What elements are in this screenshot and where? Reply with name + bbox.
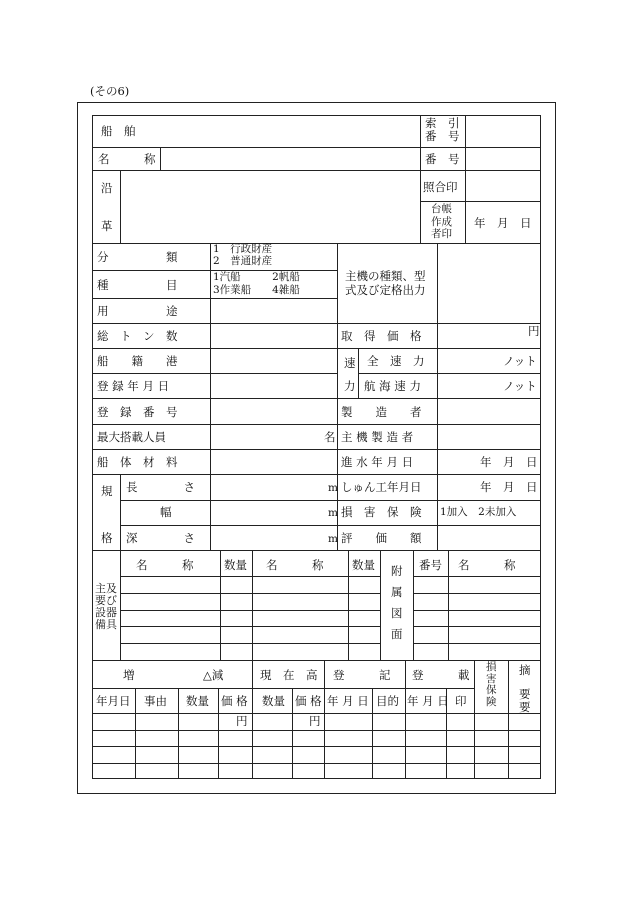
col-date-3: 年 月 日	[407, 694, 449, 708]
hline	[413, 626, 541, 627]
attached-drawings-label: 附 属 図 面	[391, 564, 403, 641]
launch-date-label: 進 水 年 月 日	[341, 455, 414, 469]
col-qty-2: 数量	[262, 694, 285, 708]
vline	[465, 115, 466, 243]
vline	[220, 550, 221, 660]
depth-label: 深 さ	[126, 531, 195, 545]
vline	[420, 115, 421, 243]
yen-unit: 円	[528, 324, 540, 338]
col-purpose: 目的	[376, 694, 399, 708]
hline	[92, 550, 541, 551]
drawing-name-header: 名 称	[458, 558, 516, 572]
vline	[380, 550, 381, 660]
col-remarks-bottom: 要	[519, 700, 531, 714]
full-speed-label: 全 速 力	[367, 354, 425, 368]
knot-unit-1: ノット	[503, 354, 537, 368]
yen-unit-price: 円	[236, 714, 248, 728]
width-label: 幅	[160, 505, 172, 519]
equipment-qty-header: 数量	[224, 558, 247, 572]
appraisal-label: 評 価 額	[341, 531, 422, 545]
vline	[324, 660, 325, 779]
depth-unit: m	[328, 533, 338, 545]
dimensions-label-bottom: 格	[101, 531, 113, 545]
creation-date: 年 月 日	[474, 216, 532, 230]
ledger-creator-label: 台帳 作成 者印	[431, 203, 452, 240]
hline	[120, 626, 380, 627]
hline	[92, 474, 541, 475]
vline	[135, 688, 136, 779]
damage-insurance-label: 損 害 保 険	[486, 661, 497, 708]
vline	[337, 243, 338, 550]
vline	[372, 688, 373, 779]
col-qty: 数量	[186, 694, 209, 708]
width-unit: m	[328, 507, 338, 519]
port-label: 船 籍 港	[97, 354, 178, 368]
gross-tonnage-label: 総 ト ン 数	[97, 329, 178, 343]
completion-date-value: 年 月 日	[480, 480, 538, 494]
cruise-speed-label: 航 海 速 力	[364, 379, 421, 393]
hline	[92, 298, 337, 299]
hline	[413, 610, 541, 611]
hline	[92, 170, 541, 171]
vline	[437, 243, 438, 550]
vline	[413, 550, 414, 660]
vline	[160, 147, 161, 170]
hline	[413, 576, 541, 577]
vline	[474, 660, 475, 779]
vline	[448, 550, 449, 660]
vline	[218, 688, 219, 779]
engine-maker-label: 主 機 製 造 者	[341, 430, 414, 444]
equipment-name-header-2: 名 称	[266, 558, 324, 572]
registration-date-label: 登 録 年 月 日	[97, 379, 170, 393]
equipment-qty-header-2: 数量	[352, 558, 375, 572]
hline	[92, 323, 541, 324]
vline	[358, 348, 359, 398]
engine-type-label: 主機の種類、型 式及び定格出力	[345, 269, 426, 297]
index-number-label: 索 引 番 号	[425, 116, 460, 143]
yen-unit-price-2: 円	[309, 714, 321, 728]
completion-date-label: しゅん工年月日	[341, 480, 422, 494]
history-label-top: 沿	[101, 181, 113, 195]
col-date: 年月日	[96, 694, 131, 708]
form-title: 船 舶	[101, 124, 136, 138]
vline	[178, 688, 179, 779]
hline	[120, 593, 380, 594]
registration-number-label: 登 録 番 号	[97, 405, 178, 419]
vline	[252, 550, 253, 660]
hline	[120, 643, 380, 644]
speed-label-bottom: 力	[344, 379, 356, 393]
maker-label: 製 造 者	[341, 405, 422, 419]
length-label: 長 さ	[126, 480, 195, 494]
number-label: 番 号	[425, 152, 460, 166]
vline	[508, 660, 509, 779]
hline	[92, 398, 541, 399]
knot-unit-2: ノット	[503, 379, 537, 393]
drawing-number-header: 番号	[419, 558, 442, 572]
col-seal: 印	[455, 694, 467, 708]
insurance-label: 損 害 保 険	[341, 505, 422, 519]
hline	[358, 373, 541, 374]
col-reason: 事由	[144, 694, 167, 708]
col-price-2: 価 格	[295, 694, 322, 708]
increase-label: 増	[123, 668, 135, 682]
hline	[413, 643, 541, 644]
hline	[92, 243, 541, 244]
vline	[252, 660, 253, 779]
hull-material-label: 船 体 材 料	[97, 455, 178, 469]
hline	[92, 424, 541, 425]
hline	[120, 576, 380, 577]
insurance-options: 1加入 2未加入	[440, 506, 517, 518]
equipment-label: 主及 要び 設器 備具	[95, 582, 117, 631]
decrease-label: △減	[203, 668, 224, 682]
remarks-label: 摘 要	[519, 663, 531, 701]
vline	[120, 474, 121, 550]
col-price: 価 格	[221, 694, 248, 708]
vline	[120, 550, 121, 660]
hline	[92, 348, 541, 349]
category-option-2: 2 普通財産	[213, 255, 273, 267]
type-label: 種 目	[97, 278, 178, 292]
seal-label: 照合印	[423, 180, 458, 194]
speed-label-top: 速	[344, 356, 356, 370]
launch-date-value: 年 月 日	[480, 455, 538, 469]
hline	[120, 610, 380, 611]
category-option-1: 1 行政財産	[213, 243, 273, 255]
hline	[120, 500, 541, 501]
persons-unit: 名	[324, 430, 336, 444]
current-amount-label: 現 在 高	[260, 668, 318, 682]
register-label: 登 記	[333, 668, 391, 682]
page-label: (その6)	[90, 84, 130, 98]
max-persons-label: 最大搭載人員	[97, 430, 166, 444]
vline	[405, 660, 406, 779]
vline	[120, 170, 121, 243]
vline	[348, 550, 349, 660]
equipment-name-header: 名 称	[136, 558, 194, 572]
name-label: 名 称	[98, 152, 156, 166]
acquisition-price-label: 取 得 価 格	[341, 329, 422, 343]
col-date-2: 年 月 日	[327, 694, 369, 708]
type-option-2: 3作業船 4雑船	[213, 284, 300, 296]
vline	[292, 688, 293, 779]
hline	[92, 373, 337, 374]
type-option-1: 1汽船 2帆船	[213, 271, 300, 283]
dimensions-label-top: 規	[101, 484, 113, 498]
hline	[120, 525, 541, 526]
history-label-bottom: 革	[101, 219, 113, 233]
hline	[92, 688, 474, 689]
use-label: 用 途	[97, 304, 178, 318]
record-label: 登 載	[412, 668, 470, 682]
hline	[413, 593, 541, 594]
vline	[210, 243, 211, 550]
length-unit: m	[328, 482, 338, 494]
hline	[92, 449, 541, 450]
category-label: 分 類	[97, 250, 178, 264]
hline	[420, 201, 541, 202]
